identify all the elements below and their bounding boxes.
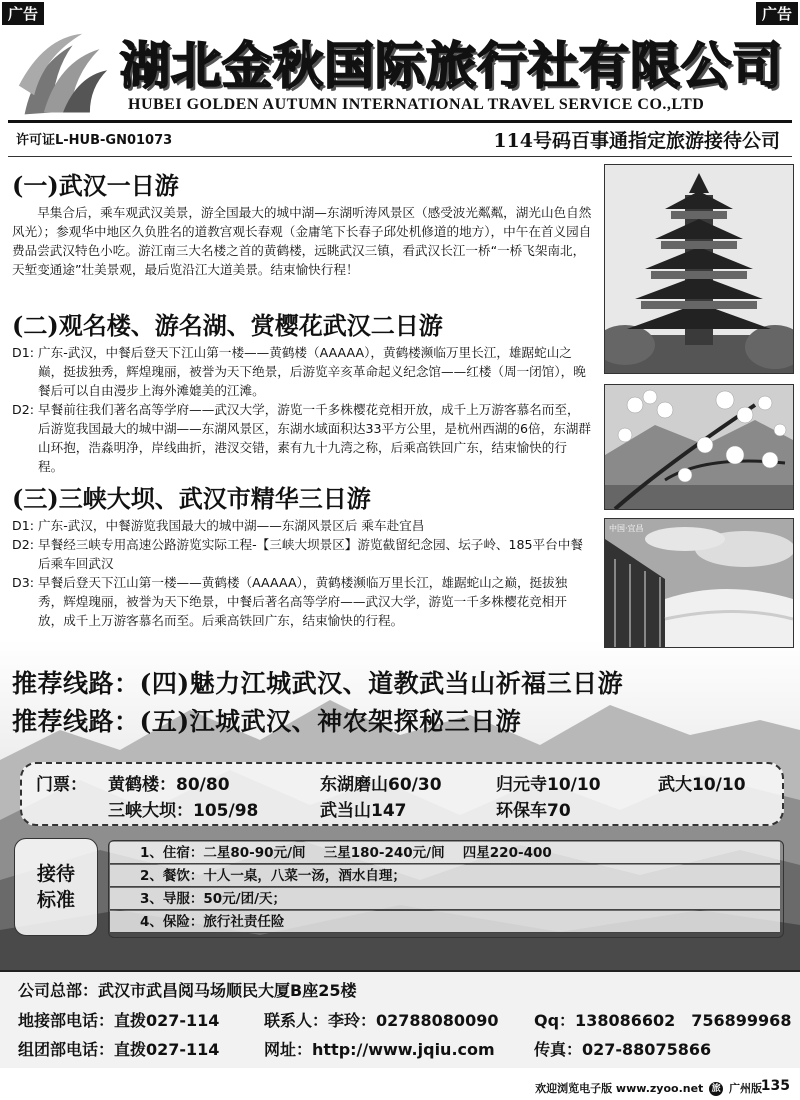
day-text: 早餐经三峡专用高速公路游览实际工程-【三峡大坝景区】游览截留纪念园、坛子岭、185平台中餐后乘车回武汉 xyxy=(38,537,583,571)
day-label: D2: xyxy=(12,402,34,417)
fax-number: 传真：027-88075866 xyxy=(534,1040,712,1059)
qq-numbers: Qq：138086602 756899968 xyxy=(534,1011,792,1030)
tour-1-title: (一)武汉一日游 xyxy=(12,171,179,200)
ad-label-right: 广告 xyxy=(756,2,798,25)
ticket-price: 东湖磨山60/30 xyxy=(320,775,442,795)
ticket-price: 黄鹤楼：80/80 xyxy=(108,775,230,795)
standards-frame xyxy=(108,840,784,938)
ticket-price: 归元寺10/10 xyxy=(496,775,601,795)
tour-2-day-1 xyxy=(12,343,592,400)
ticket-price: 武大10/10 xyxy=(658,775,746,795)
ad-label-left: 广告 xyxy=(2,2,44,25)
reception-standards-label xyxy=(14,838,98,936)
tour-3-title: (三)三峡大坝、武汉市精华三日游 xyxy=(12,484,371,513)
tour-3-day-3 xyxy=(12,573,592,630)
yellow-crane-tower-photo xyxy=(604,164,794,374)
standards-label-line: 接待 xyxy=(36,863,75,885)
page-number: 135 xyxy=(760,1078,790,1094)
day-label: D2: xyxy=(12,537,34,552)
company-logo-icon xyxy=(14,28,112,124)
tour-3-section xyxy=(12,479,592,630)
day-text: 早餐前往我们著名高等学府——武汉大学，游览一千多株樱花竞相开放，成千上万游客慕名而至，后游览我国最大的城中湖——东湖风景区，东湖水域面积达33平方公里，是杭州西湖的6倍，东湖群山环抱，浩淼明净，岸线曲折，港汊交错，素有九十九湾之称，后乘高铁回广东，结束愉快的行程。 xyxy=(38,402,591,474)
recommended-route-5: 推荐线路：(五)江城武汉、神农架探秘三日游 xyxy=(12,707,522,736)
group-department-phone: 组团部电话：直拨027-114 xyxy=(18,1040,220,1059)
standard-row-meals: 2、餐饮：十人一桌，八菜一汤，酒水自理； xyxy=(110,865,780,887)
footer-edition-text: 广州版 xyxy=(729,1082,762,1095)
header-divider xyxy=(8,120,792,123)
ticket-price: 环保车70 xyxy=(496,801,571,821)
ticket-price: 武当山147 xyxy=(320,801,407,821)
standard-row-insurance: 4、保险：旅行社责任险 xyxy=(110,911,780,933)
company-name-english: HUBEI GOLDEN AUTUMN INTERNATIONAL TRAVEL SERVICE CO.,LTD xyxy=(128,96,705,113)
tour-1-section xyxy=(12,166,592,279)
section-divider xyxy=(8,156,792,157)
standard-row-guide: 3、导服：50元/团/天； xyxy=(110,888,780,910)
day-label: D3: xyxy=(12,575,34,590)
day-text: 广东-武汉，中餐游览我国最大的城中湖——东湖风景区后 乘车赴宜昌 xyxy=(38,518,425,533)
footer-caption xyxy=(535,1080,762,1096)
day-text: 广东-武汉，中餐后登天下江山第一楼——黄鹤楼（AAAAA），黄鹤楼濒临万里长江，雄踞蛇山之巅，挺拔独秀，辉煌瑰丽，被誉为天下绝景，后游览辛亥革命起义纪念馆——红楼（周一闭馆），晚餐后可以自由漫步上海外滩媲美的江滩。 xyxy=(38,345,586,398)
day-label: D1: xyxy=(12,518,34,533)
day-text: 早餐后登天下江山第一楼——黄鹤楼（AAAAA），黄鹤楼濒临万里长江，雄踞蛇山之巅，挺拔独秀，辉煌瑰丽，被誉为天下绝景，中餐后著名高等学府——武汉大学，游览一千多株樱花竞相开放，成千上万游客慕名而至。后乘高铁回广东，结束愉快的行程。 xyxy=(38,575,568,628)
company-name-chinese: 湖北金秋国际旅行社有限公司 xyxy=(120,36,783,95)
travel-badge-icon: 旅 xyxy=(709,1082,723,1096)
headquarters-address: 公司总部：武汉市武昌阅马场顺民大厦B座25楼 xyxy=(18,981,357,1000)
recommended-route-4: 推荐线路：(四)魅力江城武汉、道教武当山祈福三日游 xyxy=(12,669,624,698)
standards-label-line: 标准 xyxy=(36,889,75,911)
standard-row-accommodation: 1、住宿：二星80-90元/间 三星180-240元/间 四星220-400 xyxy=(110,842,780,864)
company-slogan: 114号码百事通指定旅游接待公司 xyxy=(493,130,780,152)
local-reception-phone: 地接部电话：直拨027-114 xyxy=(18,1011,220,1030)
photo-caption: 中国·宜昌 xyxy=(609,524,644,533)
day-label: D1: xyxy=(12,345,34,360)
contact-person: 联系人：李玲：02788080090 xyxy=(264,1011,499,1030)
tour-3-day-1 xyxy=(12,516,592,535)
tour-1-description: 早集合后，乘车观武汉美景，游全国最大的城中湖—东湖听涛风景区（感受波光粼粼，湖光山色自然风光）；参观华中地区久负胜名的道教宫观长春观（金庸笔下长春子邱处机修道的地方），中午在首义园自费品尝武汉特色小吃。游江南三大名楼之首的黄鹤楼，远眺武汉三镇，看武汉长江一桥“一桥飞架南北，天堑变通途”壮美景观，最后览沿江大道美景。结束愉快行程！ xyxy=(12,205,592,277)
website-link[interactable]: 网址：http://www.jqiu.com xyxy=(264,1040,495,1059)
tour-2-section xyxy=(12,306,592,476)
tour-2-title: (二)观名楼、游名湖、赏樱花武汉二日游 xyxy=(12,311,443,340)
three-gorges-dam-photo xyxy=(604,518,794,648)
tour-2-day-2 xyxy=(12,400,592,476)
tickets-label: 门票： xyxy=(36,775,87,795)
ticket-price: 三峡大坝：105/98 xyxy=(108,801,259,821)
license-number: 许可证L-HUB-GN01073 xyxy=(16,133,173,148)
footer-website-text: 欢迎浏览电子版 www.zyoo.net xyxy=(535,1082,704,1095)
tour-3-day-2 xyxy=(12,535,592,573)
cherry-blossom-photo xyxy=(604,384,794,510)
